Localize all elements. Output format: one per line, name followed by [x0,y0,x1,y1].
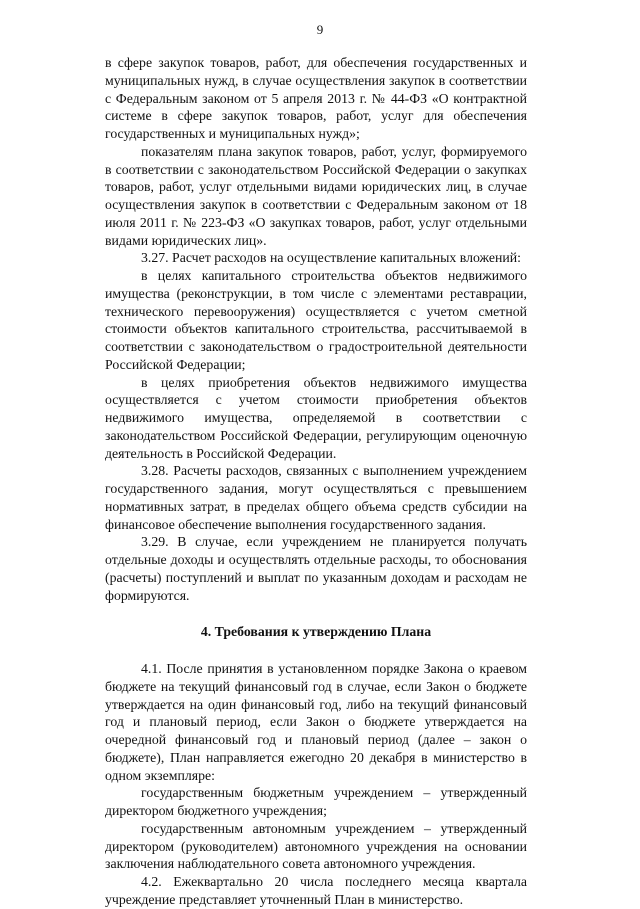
paragraph-4-2: 4.2. Ежеквартально 20 числа последнего месяца квартала учреждение представляет уточненный План в министерство. [105,874,527,907]
paragraph-4-1: 4.1. После принятия в установленном порядке Закона о краевом бюджете на текущий финансовый год в случае, если Закон о бюджете утверждается на один финансовый год, либо на текущий финансовый год и плановый период, если Закон о бюджете утверждается на очередной финансовый год и плановый период (далее – закон о бюджете), План направляется ежегодно 20 декабря в министерство в одном экземпляре: [105,661,527,783]
page-number: 9 [316,22,324,37]
section-heading: 4. Требования к утверждению Плана [200,624,432,640]
paragraph-budget-institution: государственным бюджетным учреждением – утвержденный директором бюджетного учреждения; [105,785,527,818]
paragraph-procurement-223fz: показателям плана закупок товаров, работ, услуг, формируемого в соответствии с законодательством Российской Федерации о закупках товаров, работ, услуг отдельными видами юридических лиц, в случае осуществления закупок в соответствии с Федеральным законом от 18 июля 2011 г. № 223-ФЗ «О закупках товаров, работ, услуг отдельными видами юридических лиц». [105,143,527,248]
paragraph-3-28: 3.28. Расчеты расходов, связанных с выполнением учреждением государственного задания, могут осуществляться с превышением нормативных затрат, в пределах общего объема средств субсидии на финансовое обеспечение выполнения государственного задания. [105,463,527,532]
document-body [105,54,527,909]
paragraph-3-29: 3.29. В случае, если учреждением не планируется получать отдельные доходы и осуществлять отдельные расходы, то обоснования (расчеты) поступлений и выплат по указанным доходам и расходам не формируются. [105,534,527,603]
paragraph-procurement-44fz: в сфере закупок товаров, работ, для обеспечения государственных и муниципальных нужд, в случае осуществления закупок в соответствии с Федеральным законом от 5 апреля 2013 г. № 44-ФЗ «О контрактной системе в сфере закупок товаров, работ, услуг для обеспечения государственных и муниципальных нужд»; [105,55,527,141]
paragraph-property-acquisition: в целях приобретения объектов недвижимого имущества осуществляется с учетом стоимости приобретения объектов недвижимого имущества, определяемой в соответствии с законодательством Российской Федерации, регулирующим оценочную деятельность в Российской Федерации. [105,374,527,461]
paragraph-3-27: 3.27. Расчет расходов на осуществление капитальных вложений: [141,250,521,266]
paragraph-autonomous-institution: государственным автономным учреждением – утвержденный директором (руководителем) автономного учреждения на основании заключения наблюдательного совета автономного учреждения. [105,820,527,872]
paragraph-capital-construction: в целях капитального строительства объектов недвижимого имущества (реконструкции, в том числе с элементами реставрации, технического перевооружения) осуществляется с учетом сметной стоимости объектов капитального строительства, рассчитываемой в соответствии с законодательством о градостроительной деятельности Российской Федерации; [105,268,527,372]
